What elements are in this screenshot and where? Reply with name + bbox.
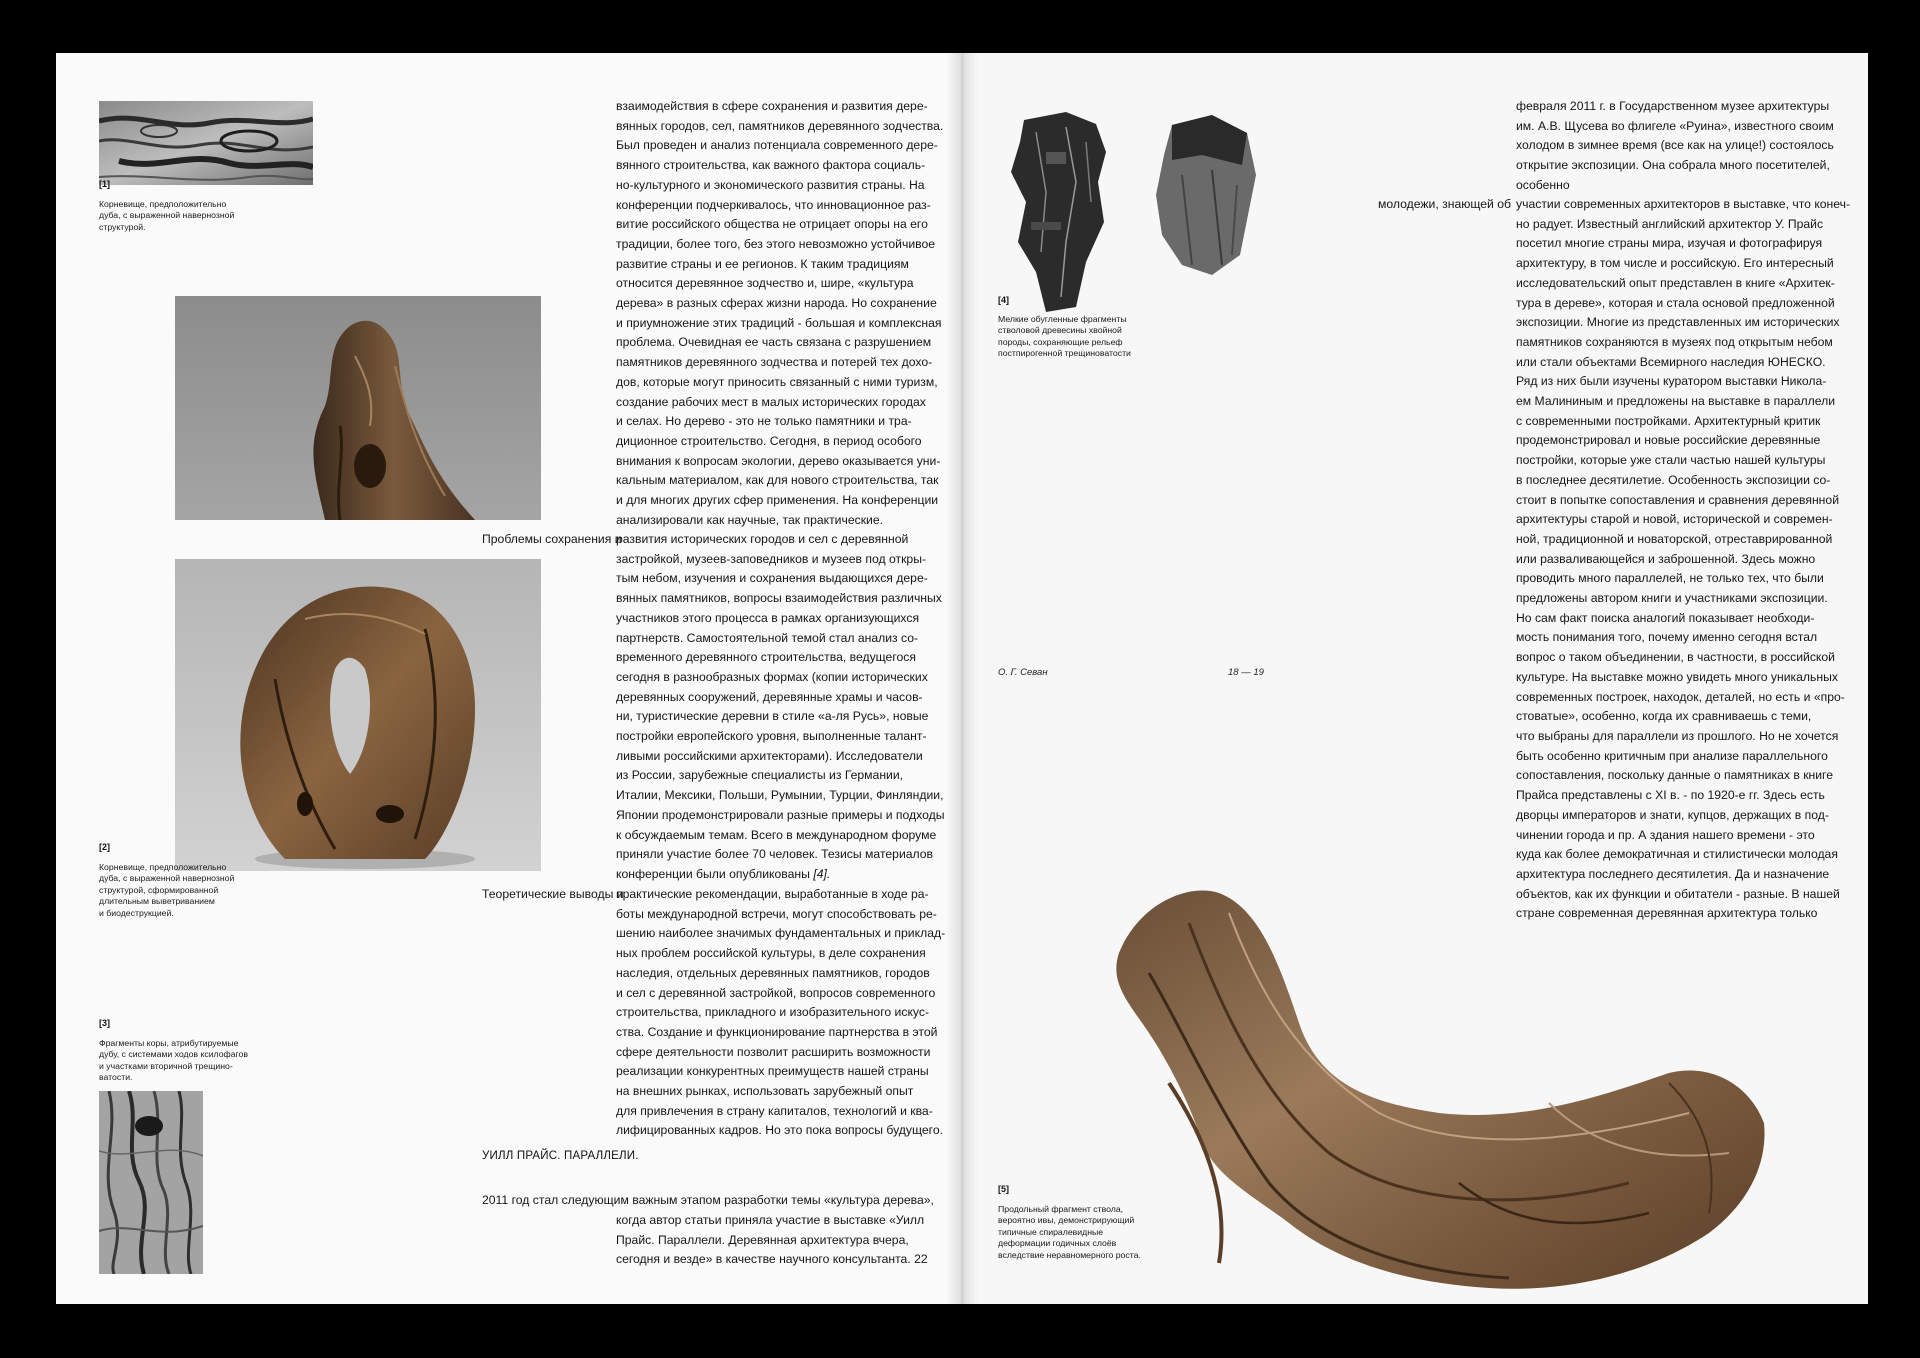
figure-1-caption: Корневище, предположительно дуба, с выраженной навернозной структурой. (99, 199, 235, 232)
figure-3-number: [3] (99, 1018, 110, 1028)
section-heading: УИЛЛ ПРАЙС. ПАРАЛЛЕЛИ. (482, 1150, 639, 1162)
charred-wood-fragment-2 (1152, 115, 1256, 275)
body-text-lead-b: Проблемы сохранения и (482, 532, 622, 546)
figure-2-image-top (175, 296, 541, 520)
driftwood-trunk-photo (1109, 883, 1768, 1301)
figure-1-image (99, 101, 313, 185)
wood-grain-photo-1 (99, 101, 313, 185)
body-text-column-c: практические рекомендации, выработанные в ходе ра- боты международной встречи, могут способствовать ре- шению наиболее значимых фундаментальных и приклад- ных проблем российской культуры, в деле сохранения наследия, отдельных деревянных памятников, городов и сел с деревянной застройкой, вопросов современного строительства, прикладного и изобразительного искус- ства. Создание и функционирование партнерства в этой сфере деятельности позволит расширить возможности реализации конкурентных преимуществ нашей страны на внешних рынках, использовать зарубежный опыт для привлечения в страну капиталов, технологий и ква- лифицированных кадров. Но это пока вопросы будущего. (616, 887, 946, 1138)
body-text-lead-c: Теоретические выводы и (482, 887, 624, 901)
figure-4-image-right (1152, 115, 1256, 275)
body-text-column-a: февраля 2011 г. в Государственном музее архитектуры им. А.В. Щусева во флигеле «Руина», известного своим холодом в зимнее время (все как на улице!) состоялось открытие экспозиции. Она собрала много посетителей, особенно (1516, 99, 1834, 192)
figure-4-number: [4] (998, 295, 1009, 305)
figure-2-number: [2] (99, 842, 110, 852)
figure-2-image-bottom (175, 559, 541, 871)
folio-page-numbers: 18 — 19 (1228, 667, 1264, 678)
body-text-column-a: взаимодействия в сфере сохранения и развития дере- вянных городов, сел, памятников деревянного зодчества. Был проведен и анализ потенциала современного дере- вянного строительства, как важного фактора социаль- но-культурного и экономического развития страны. На конференции подчеркивалось, что инновационное раз- витие российского общества не отрицает опоры на его традиции, более того, без этого невозможно устойчивое развитие страны и ее регионов. К таким традициям относится деревянное зодчество и, шире, «культура дерева» в разных сферах жизни народа. Но сохранение и приумножение этих традиций - большая и комплексная проблема. Очевидная ее часть связана с разрушением памятников деревянного зодчества и потерей тех дохо- дов, которые могут приносить связанный с ними туризм, создание рабочих мест в малых исторических городах и селах. Но дерево - это не только памятники и тра- диционное строительство. Сегодня, в период особого внимания к вопросам экологии, дерево оказывается уни- кальным материалом, как для нового строительства, так и для многих других сфер применения. На конференции анализировали как научные, так практические. (616, 99, 944, 527)
body-text-lead-b: молодежи, знающей об (1378, 197, 1511, 211)
left-page (56, 53, 962, 1304)
body-text-column-b: участии современных архитекторов в выставке, что конеч- но радует. Известный английский архитектор У. Прайс посетил многие страны мира, изучая и фотографируя архитектуру, в том числе и российскую. Его интересный исследовательский опыт представлен в книге «Архитек- тура в дереве», которая и стала основой предложенной экспозиции. Многие из представленных им исторических памятников сохраняются в музеях под открытым небом или стали объектами Всемирного наследия ЮНЕСКО. Ряд из них были изучены куратором выставки Никола- ем Малининым и предложены на выставке в параллели с современными постройками. Архитектурный критик продемонстрировал и новые российские деревянные постройки, которые уже стали частью нашей культуры в последнее десятилетие. Особенность экспозиции со- стоит в попытке сопоставления и сравнения деревянной архитектуры старой и новой, исторической и современ- ной, традиционной и новаторской, отреставрированной или разваливающейся и заброшенной. Здесь можно проводить много параллелей, не только тех, что были предложены автором книги и участниками экспозиции. Но сам факт поиска аналогий показывает необходи- мость понимания того, почему именно сегодня встал вопрос о таком объединении, в частности, в российской культуре. На выставке можно увидеть много уникальных современных построек, находок, деталей, но есть и «про- стоватые», особенно, когда их сравниваешь с теми, что выбраны для параллели из прошлого. Но не хочется быть особенно критичным при анализе параллельного сопоставления, поскольку данные о памятниках в книге Прайса представлены с XI в. - по 1920-е гг. Здесь есть дворцы императоров и знати, купцов, держащих в под- чинении города и пр. А здания нашего времени - это куда как более демократичная и стилистически молодая архитектура последнего десятилетия. Да и назначение объектов, как их функции и обитатели - разные. В нашей стране современная деревянная архитектура только (1516, 197, 1851, 921)
right-page (962, 53, 1868, 1304)
body-text-lead-d: 2011 год стал следующим важным этапом разработки темы «культура дерева», (482, 1193, 934, 1207)
charred-wood-fragment-1 (1006, 112, 1114, 312)
citation-reference: [4]. (813, 866, 831, 881)
figure-4-caption: Мелкие обугленные фрагменты стволовой древесины хвойной породы, сохраняющие рельеф постпирогенной трещиноватости (998, 314, 1131, 359)
figure-4-image-left (1006, 112, 1114, 312)
figure-2-caption: Корневище, предположительно дуба, с выраженной навернозной структурой, сформированной длительным выветриванием и биодеструкцией. (99, 862, 235, 918)
body-text-column-b-main: развития исторических городов и сел с деревянной застройкой, музеев-заповедников и музеев под откры- тым небом, изучения и сохранения выдающихся дере- вянных памятников, вопросы взаимодействия различных участников этого процесса в рамках организующихся партнерств. Самостоятельной темой стал анализ со- временного деревянного строительства, ведущегося сегодня в разнообразных формах (копии исторических деревянных сооружений, деревянные храмы и часов- ни, туристические деревни в стиле «а-ля Русь», новые постройки европейского уровня, выполненные талант- ливыми российскими архитекторами). Исследователи из России, зарубежные специалисты из Германии, Италии, Мексики, Польши, Румынии, Турции, Финляндии, Японии продемонстрировали разные примеры и подходы к обсуждаемым темам. Всего в международном форуме приняли участие более 70 человек. Тезисы материалов конференции были опубликованы (616, 532, 945, 881)
body-text-column-d: когда автор статьи приняла участие в выставке «Уилл Прайс. Параллели. Деревянная архитектура вчера, сегодня и везде» в качестве научного консультанта. 22 (616, 1213, 928, 1267)
figure-1-number: [1] (99, 179, 110, 189)
driftwood-photo-upper (175, 296, 541, 520)
figure-5-image (1109, 883, 1768, 1301)
figure-5-caption: Продольный фрагмент ствола, вероятно ивы, демонстрирующий типичные спиралевидные деформации годичных слоёв вследствие неравномерного роста. (998, 1204, 1141, 1260)
body-text-column-b (616, 530, 945, 885)
book-spine-shadow (946, 53, 978, 1304)
figure-3-image (99, 1091, 203, 1274)
bark-texture-photo (99, 1091, 203, 1274)
figure-5-number: [5] (998, 1184, 1009, 1194)
driftwood-photo-lower (175, 559, 541, 871)
figure-3-caption: Фрагменты коры, атрибутируемые дубу, с системами ходов ксилофагов и участками вторичной трещино- ватости. (99, 1038, 248, 1083)
folio-author: О. Г. Севан (998, 667, 1048, 678)
